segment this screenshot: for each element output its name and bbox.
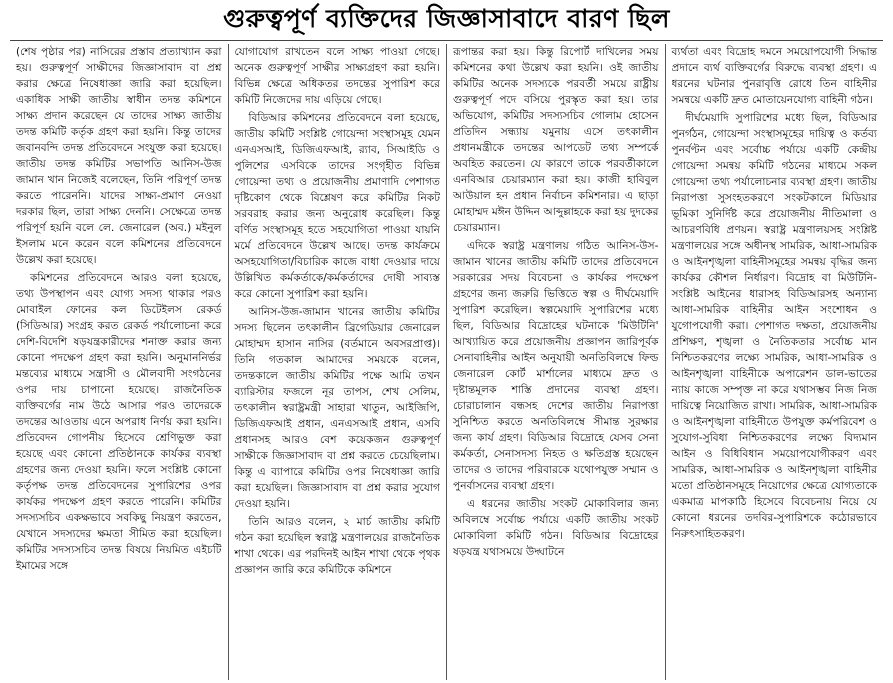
article-column-4 xyxy=(665,44,884,680)
paragraph: যোগাযোগ রাখতেন বলে সাক্ষ্য পাওয়া গেছে। অনেক গুরুত্বপূর্ণ সাক্ষীর সাক্ষ্যগ্রহণ করা হয়নি। বিভিন্ন ক্ষেত্রে অধিকতর তদন্তের সুপারিশ করে কমিটি নিজেদের দায় এড়িয়ে গেছে। xyxy=(234,46,440,106)
paragraph: দীর্ঘমেয়াদি সুপারিশের মধ্যে ছিল, বিডিআর পুনর্গঠন, গোয়েন্দা সংস্থাসমূহের দায়িত্ব ও কর্তব্য পুনর্বণ্টন এবং সর্বোচ্চ পর্যায়ে একটি কেন্দ্রীয় গোয়েন্দা সমন্বয় কমিটি গঠনের মাধ্যমে সকল গোয়েন্দা তথ্য পর্যালোচনার ব্যবস্থা গ্রহণ। জাতীয় নিরাপত্তা সুসংহতকরণে সংকটকালে মিডিয়ার ভূমিকা সুনির্দিষ্ট করে প্রয়োজনীয় নীতিমালা ও আচরণবিধি প্রণয়ন। স্বরাষ্ট্র মন্ত্রণালয়সহ সংশ্লিষ্ট মন্ত্রণালয়ের সঙ্গে অধীনস্থ সামরিক, আধা-সামরিক ও আইনশৃঙ্খলা বাহিনীসমূহের সমন্বয় বৃদ্ধির জন্য কার্যকর কৌশল নির্ধারণ। বিদ্রোহ বা মিউটিনি-সংশ্লিষ্ট আইনের ধারাসহ বিডিআরসহ অন্যান্য আধা-সামরিক বাহিনীর আইন সংশোধন ও যুগোপযোগী করা। পেশাগত দক্ষতা, প্রয়োজনীয় প্রশিক্ষণ, শৃঙ্খলা ও নৈতিকতার সর্বোচ্চ মান নিশ্চিতকরণের লক্ষ্যে সামরিক, আধা-সামরিক ও আইনশৃঙ্খলা বাহিনীকে অপারেশন ডাল-ভাতের ন্যায় কাজে সম্পৃক্ত না করে যথাসম্ভব নিজ নিজ দায়িত্বে নিয়োজিত রাখা। সামরিক, আধা-সামরিক ও আইনশৃঙ্খলা বাহিনীতে উপযুক্ত কর্মপরিবেশ ও সুযোগ-সুবিধা নিশ্চিতকরণের লক্ষ্যে বিদ্যমান আইন ও বিধিবিধান সময়োপযোগীকরণ এবং সামরিক, আধা-সামরিক ও আইনশৃঙ্খলা বাহিনীর মতো প্রতিষ্ঠানসমূহে নিয়োগের ক্ষেত্রে যোগ্যতাকে একমাত্র মাপকাঠি হিসেবে বিবেচনায় নিয়ে যে কোনো ধরনের তদবির-সুপারিশকে কঠোরভাবে নিরুৎসাহিতকরণ। xyxy=(671,112,877,540)
paragraph: (শেষ পৃষ্ঠার পর) নাসিরের প্রস্তাব প্রত্যাখ্যান করা হয়। গুরুত্বপূর্ণ সাক্ষীদের জিজ্ঞাসাবাদ বা প্রশ্ন করার ক্ষেত্রে নিষেধাজ্ঞা জারি করা হয়েছিল। একাধিক সাক্ষী জাতীয় স্বাধীন তদন্ত কমিশনে সাক্ষ্য প্রদান করেছেন যে তাদের সাক্ষ্য জাতীয় তদন্ত কমিটি কর্তৃক গ্রহণ করা হয়নি। কিন্তু তাদের জবানবন্দি তদন্ত প্রতিবেদনে সংযুক্ত করা হয়েছে। জাতীয় তদন্ত কমিটির সভাপতি আনিস-উজ জামান খান নিজেই বলেছেন, তিনি পরিপূর্ণ তদন্ত করতে পারেননি। যাদের সাক্ষ্য-প্রমাণ নেওয়া দরকার ছিল, তারা সাক্ষ্য দেননি। সেক্ষেত্রে তদন্ত পরিপূর্ণ হয়নি বলে লে. জেনারেল (অব.) মইনুল ইসলাম মনে করেন বলে কমিশনের প্রতিবেদনে উল্লেখ করা হয়েছে। xyxy=(16,46,222,266)
paragraph: কমিশনের প্রতিবেদনে আরও বলা হয়েছে, তথ্য উপস্থাপন এবং যোগ্য সদস্য থাকার পরও মোবাইল ফোনের কল ডিটেইলস রেকর্ড (সিডিআর) সংগ্রহ করত রেকর্ড পর্যালোচনা করে দেশি-বিদেশি ষড়যন্ত্রকারীদের শনাক্ত করার জন্য কোনো পদক্ষেপ গ্রহণ করা হয়নি। অনুমাননির্ভর মন্তব্যের মাধ্যমে সন্ত্রাসী ও মৌলবাদী সংগঠনের ওপর দায় চাপানো হয়েছে। রাজনৈতিক ব্যক্তিবর্গের নাম উঠে আসার পরও তাদেরকে তদন্তের আওতায় এনে অপরাধ নির্ণয় করা হয়নি। প্রতিবেদন গোপনীয় হিসেবে শ্রেণিভুক্ত করা হয়েছে এবং কোনো প্রতিষ্ঠানকে কার্যকর ব্যবস্থা গ্রহণের জন্য দেওয়া হয়নি। ফলে সংশ্লিষ্ট কোনো কর্তৃপক্ষ তদন্ত প্রতিবেদনের সুপারিশের ওপর কার্যকর পদক্ষেপ গ্রহণ করতে পারেনি। কমিটির সদস্যসচিব একক্ষভাবে সবকিছু নিয়ন্ত্রণ করতেন, যেখানে সদস্যদের ক্ষমতা সীমিত করা হয়েছিল। কমিটির সদস্যসচিব তদন্ত বিষয়ে নিয়মিত এইচটি ইমামের সঙ্গে xyxy=(16,272,222,572)
paragraph: তিনি আরও বলেন, ২ মার্চ জাতীয় কমিটি গঠন করা হয়েছিল স্বরাষ্ট্র মন্ত্রণালয়ের রাজনৈতিক শাখা থেকে। এর পরদিনই আইন শাখা থেকে পৃথক প্রজ্ঞাপন জারি করে কমিটিকে কমিশনে xyxy=(234,516,440,576)
paragraph: রূপান্তর করা হয়। কিন্তু রিপোর্ট দাখিলের সময় কমিশনের কথা উল্লেখ করা হয়নি। ওই জাতীয় কমিটির অনেক সদস্যকে পরবর্তী সময়ে রাষ্ট্রীয় গুরুত্বপূর্ণ পদে বসিয়ে পুরস্কৃত করা হয়। তার অভিযোগ, কমিটির সদস্যসচিব গোলাম হোসেন প্রতিদিন সন্ধ্যায় যমুনায় এসে তৎকালীন প্রধানমন্ত্রীকে তদন্তের আপডেট তথ্য সম্পর্কে অবহিত করতেন। যে কারণে তাকে পরবর্তীকালে এনবিআর চেয়ারম্যান করা হয়। কাজী হাবিবুল আউয়াল হন প্রধান নির্বাচন কমিশনার। এ ছাড়া মোহাম্মদ মঈন উদ্দিন আব্দুল্লাহকে করা হয় দুদকের চেয়ারম্যান। xyxy=(453,46,659,234)
article-column-1 xyxy=(10,44,228,680)
paragraph: এ ধরনের জাতীয় সংকট মোকাবিলার জন্য অবিলম্বে সর্বোচ্চ পর্যায়ে একটি জাতীয় সংকট মোকাবিলা কমিটি গঠন। বিডিআর বিদ্রোহের ষড়যন্ত্র যথাসময়ে উদ্ঘাটনে xyxy=(453,498,659,558)
article-headline: গুরুত্বপূর্ণ ব্যক্তিদের জিজ্ঞাসাবাদে বারণ ছিল xyxy=(223,3,670,33)
paragraph: আনিস-উজ-জামান খানের জাতীয় কমিটির সদস্য ছিলেন তৎকালীন ব্রিগেডিয়ার জেনারেল মোহাম্মদ হাসান নাসির (বর্তমানে অবসরপ্রাপ্ত)। তিনি গতকাল আমাদের সময়কে বলেন, তদন্তকালে জাতীয় কমিটির পক্ষে আমি তখন ব্যারিস্টার ফজলে নূর তাপস, শেখ সেলিম, তৎকালীন স্বরাষ্ট্রমন্ত্রী সাহারা খাতুন, আইজিপি, ডিজিএফআই প্রধান, এনএসআই প্রধান, এসবি প্রধানসহ আরও বেশ কয়েকজন গুরুত্বপূর্ণ সাক্ষীকে জিজ্ঞাসাবাদ বা প্রশ্ন করতে চেয়েছিলাম। কিন্তু এ ব্যাপারে কমিটির ওপর নিষেধাজ্ঞা জারি করা হয়েছিল। জিজ্ঞাসাবাদ বা প্রশ্ন করার সুযোগ দেওয়া হয়নি। xyxy=(234,306,440,510)
headline-divider xyxy=(10,40,883,41)
article-body xyxy=(10,44,883,680)
paragraph: বিডিআর কমিশনের প্রতিবেদনে বলা হয়েছে, জাতীয় কমিটি সংশ্লিষ্ট গোয়েন্দা সংস্থাসমূহ যেমন এনএসআই, ডিজিএফআই, র‍্যাব, সিআইডি ও পুলিশের এসবিকে তাদের সংগৃহীত বিভিন্ন গোয়েন্দা তথ্য ও প্রয়োজনীয় প্রমাণাদি পেশাগত দৃষ্টিকোণ থেকে বিশ্লেষণ করে কমিটির নিকট সরবরাহ করার জন্য অনুরোধ করেছিল। কিন্তু বর্ণিত সংস্থাসমূহ হতে সহযোগিতা পাওয়া যায়নি মর্মে প্রতিবেদনে উল্লেখ আছে। তদন্ত কার্যক্রমে অসহযোগিতা/বিচারিক কাজে বাধা দেওয়ার দায়ে উল্লিখিত কর্মকর্তাকে/কর্মকর্তাদের দোষী সাব্যস্ত করে কোনো সুপারিশ করা হয়নি। xyxy=(234,112,440,300)
article-column-3 xyxy=(446,44,665,680)
article-column-2 xyxy=(228,44,447,680)
paragraph: এদিকে স্বরাষ্ট্র মন্ত্রণালয় গঠিত আনিস-উস-জামান খানের জাতীয় কমিটি তাদের প্রতিবেদনে সরকারের সদয় বিবেচনা ও কার্যকর পদক্ষেপ গ্রহণের জন্য জরুরি ভিত্তিতে স্বল্প ও দীর্ঘমেয়াদি সুপারিশ করেছিল। স্বল্পমেয়াদি সুপারিশের মধ্যে ছিল, বিডিআর বিদ্রোহের ঘটনাকে 'মিউটিনি' আখ্যায়িত করে প্রয়োজনীয় প্রজ্ঞাপন জারিপূর্বক সেনাবাহিনীর আইন অনুযায়ী অনতিবিলম্বে ফিল্ড জেনারেল কোর্ট মার্শালের মাধ্যমে দ্রুত ও দৃষ্টান্তমূলক শাস্তি প্রদানের ব্যবস্থা গ্রহণ। চোরাচালান বন্ধসহ দেশের জাতীয় নিরাপত্তা সুনিশ্চিত করতে অনতিবিলম্বে সীমান্ত সুরক্ষার জন্য কার্য গ্রহণ। বিডিআর বিদ্রোহে যেসব সেনা কর্মকর্তা, সেনাসদস্য নিহত ও ক্ষতিগ্রস্ত হয়েছেন তাদের ও তাদের পরিবারকে যথোপযুক্ত সম্মান ও পুনর্বাসনের ব্যবস্থা গ্রহণ। xyxy=(453,240,659,492)
paragraph: ব্যর্থতা এবং বিদ্রোহ দমনে সময়োপযোগী সিদ্ধান্ত প্রদানে ব্যর্থ ব্যক্তিবর্গের বিরুদ্ধে ব্যবস্থা গ্রহণ। এ ধরনের ঘটনার পুনরাবৃত্তি রোধে তিন বাহিনীর সমন্বয়ে একটি দ্রুত মোতায়েনযোগ্য বাহিনী গঠন। xyxy=(671,46,877,106)
